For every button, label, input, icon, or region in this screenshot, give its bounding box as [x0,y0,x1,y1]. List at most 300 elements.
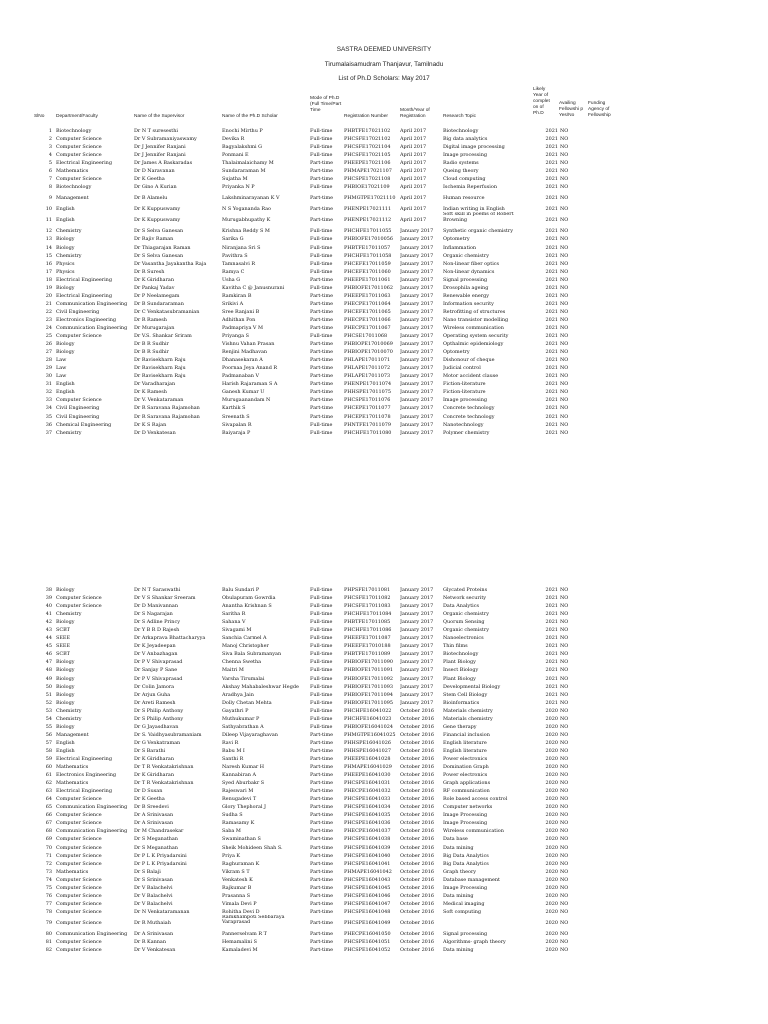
supervisor-cell: Dr Pankaj Yadav [134,284,175,291]
registration-cell: PHEEPE16041030 [344,772,391,779]
department-cell: Computer Science [56,908,102,915]
department-cell: Civil Engineering [56,405,100,412]
month-year-cell: April 2017 [400,136,427,143]
table-row [0,844,768,852]
month-year-cell: April 2017 [400,176,427,183]
table-row [0,884,768,892]
table-row [0,127,768,135]
slno-cell: 68 [45,828,52,835]
registration-cell: PHBIOFE17011090 [344,659,393,666]
department-cell: Chemistry [56,707,82,714]
registration-cell: PHBIOFE17011062 [344,284,393,291]
supervisor-cell: Dr S Barathi [134,747,166,754]
likely-year-cell: 2021 [545,683,558,690]
supervisor-cell: Dr K Jeyadeepan [134,643,176,650]
slno-cell: 47 [45,659,52,666]
fellowship-cell: NO [560,144,569,151]
department-cell: SCBT [56,627,70,634]
month-year-cell: October 2016 [400,884,435,891]
registration-cell: PHBIOFE17011091 [344,667,393,674]
table-row [0,276,768,284]
mode-cell: Part-time [310,389,334,396]
mode-cell: Full-time [310,595,333,602]
topic-cell: Signal processing [443,276,488,283]
topic-cell: Algorithms- graph theory [443,938,506,945]
likely-year-cell: 2021 [545,659,558,666]
fellowship-cell: NO [560,699,569,706]
supervisor-cell: Dr K Geetha [134,796,165,803]
month-year-cell: April 2017 [400,152,427,159]
scholar-cell: Poornaa Jeya Anand R [222,365,278,372]
month-year-cell: January 2017 [400,595,434,602]
month-year-cell: January 2017 [400,429,434,436]
slno-cell: 77 [45,900,52,907]
slno-cell: 65 [45,804,52,811]
slno-cell: 25 [45,333,52,340]
slno-cell: 52 [45,699,52,706]
mode-cell: Part-time [310,397,334,404]
month-year-cell: October 2016 [400,876,435,883]
registration-cell: PHCSPE16041043 [344,876,391,883]
supervisor-cell: Dr V. Venkataraman [134,397,184,404]
scholar-cell: Devika R [222,136,245,143]
registration-cell: PHHSPE17011075 [344,389,391,396]
month-year-cell: April 2017 [400,144,427,151]
fellowship-cell: NO [560,228,569,235]
month-year-cell: October 2016 [400,788,435,795]
scholar-cell: Pannerselvam R T [222,930,267,937]
supervisor-cell: Dr R Kannan [134,938,166,945]
table-row [0,811,768,819]
department-cell: Mathematics [56,764,89,771]
slno-cell: 51 [45,691,52,698]
department-cell: Civil Engineering [56,308,100,315]
topic-cell: Soft computing [443,908,482,915]
month-year-cell: October 2016 [400,868,435,875]
slno-cell: 49 [45,675,52,682]
scholar-cell: Tamnasalvi R [222,260,256,267]
month-year-cell: October 2016 [400,828,435,835]
scholar-table-part-1 [0,127,768,437]
supervisor-cell: Dr A Srinivasan [134,812,174,819]
likely-year-cell: 2021 [545,308,558,315]
header-fellowship: Availing Fellowshi p Yes/No [559,101,583,118]
scholar-cell: Hemamalini S [222,938,258,945]
fellowship-cell: NO [560,357,569,364]
topic-cell: Image processing [443,397,487,404]
month-year-cell: April 2017 [400,128,427,134]
registration-cell: PHEEPE17011061 [344,276,391,283]
department-cell: Biology [56,675,75,682]
fellowship-cell: NO [560,780,569,787]
mode-cell: Part-time [310,381,334,388]
likely-year-cell: 2021 [545,260,558,267]
likely-year-cell: 2020 [545,707,558,714]
fellowship-cell: NO [560,876,569,883]
slno-cell: 69 [45,836,52,843]
mode-cell: Full-time [310,284,333,291]
scholar-cell: Priyanka N P [222,184,255,191]
scholar-cell: Padmanaban V [222,373,260,380]
table-row [0,658,768,666]
scholar-cell: Muthukumar P [222,715,260,722]
slno-cell: 67 [45,820,52,827]
supervisor-cell: Dr James A Baskaradas [134,160,193,167]
supervisor-cell: Dr R Ramesh [134,316,167,323]
topic-cell: Data mining [443,892,474,899]
fellowship-cell: NO [560,603,569,610]
registration-cell: PHENPE17011074 [344,381,392,388]
department-cell: Biology [56,619,75,626]
table-row [0,292,768,300]
slno-cell: 34 [45,405,52,412]
scholar-cell: Vimala Devi P [222,900,257,907]
supervisor-cell: Dr M Chandrasekar [134,828,184,835]
month-year-cell: January 2017 [400,627,434,634]
likely-year-cell: 2021 [545,333,558,340]
scholar-cell: Sahana V [222,619,246,626]
supervisor-cell: Dr J Jennifer Ranjani [134,144,186,151]
supervisor-cell: Dr V Balachelvi [134,900,173,907]
table-row [0,699,768,707]
department-cell: Electronics Engineering [56,316,117,323]
fellowship-cell: NO [560,300,569,307]
month-year-cell: October 2016 [400,731,435,738]
table-row [0,244,768,252]
slno-cell: 82 [45,947,52,954]
month-year-cell: January 2017 [400,292,434,299]
fellowship-cell: NO [560,796,569,803]
topic-cell: Big Data Analytics [443,860,489,867]
department-cell: Biology [56,587,75,593]
likely-year-cell: 2020 [545,772,558,779]
likely-year-cell: 2021 [545,587,558,593]
likely-year-cell: 2020 [545,715,558,722]
fellowship-cell: NO [560,675,569,682]
table-row [0,803,768,811]
supervisor-cell: Dr K Ramesh [134,389,167,396]
mode-cell: Full-time [310,128,333,134]
topic-cell: Medical imaging [443,900,485,907]
supervisor-cell: Dr C Venkatasubramanian [134,308,200,315]
registration-cell: PHMGTPE16041025 [344,731,396,738]
registration-cell: PHCSPE16041052 [344,947,391,954]
registration-cell: PHEEPE17021106 [344,160,391,167]
slno-cell: 54 [45,715,52,722]
likely-year-cell: 2020 [545,788,558,795]
supervisor-cell: Dr Y B R D Rajesh [134,627,180,634]
month-year-cell: January 2017 [400,619,434,626]
university-title: SASTRA DEEMED UNIVERSITY [336,46,432,53]
header-department: Department/Faculty [56,114,98,119]
month-year-cell: January 2017 [400,389,434,396]
registration-cell: PHCSPE16041041 [344,860,391,867]
mode-cell: Part-time [310,747,334,754]
department-cell: Computer Science [56,144,102,151]
supervisor-cell: Dr P Neelamegam [134,292,180,299]
fellowship-cell: NO [560,365,569,372]
table-row [0,332,768,340]
likely-year-cell: 2021 [545,144,558,151]
department-cell: Biology [56,284,75,291]
department-cell: Biology [56,667,75,674]
fellowship-cell: NO [560,206,569,213]
slno-cell: 73 [45,868,52,875]
fellowship-cell: NO [560,764,569,771]
scholar-cell: Dhanasekaran A [222,357,263,364]
header-slno: SlNo [34,114,45,119]
month-year-cell: October 2016 [400,908,435,915]
supervisor-cell: Dr B Sundararaman [134,300,184,307]
header-month-year: Month/Year of Registration [400,108,430,119]
table-row [0,618,768,626]
table-row [0,300,768,308]
fellowship-cell: NO [560,772,569,779]
slno-cell: 30 [45,373,52,380]
slno-cell: 66 [45,812,52,819]
department-cell: Management [56,195,89,202]
fellowship-cell: NO [560,611,569,618]
header-mode: Mode of Ph.D (Full Time/Part Time [310,96,342,113]
header-topic: Research Topic [443,114,476,119]
table-row [0,946,768,954]
fellowship-cell: NO [560,160,569,167]
slno-cell: 21 [45,300,52,307]
department-cell: Communication Engineering [56,804,128,811]
table-row [0,938,768,946]
mode-cell: Full-time [310,667,333,674]
table-row [0,191,768,205]
mode-cell: Full-time [310,691,333,698]
mode-cell: Part-time [310,176,334,183]
mode-cell: Part-time [310,731,334,738]
topic-cell: Data Analytics [443,603,479,610]
month-year-cell: January 2017 [400,244,434,251]
table-row [0,227,768,235]
slno-cell: 3 [48,144,52,151]
table-row [0,763,768,771]
department-cell: Mathematics [56,868,89,875]
table-row [0,429,768,437]
supervisor-cell: Dr G Venkatraman [134,739,181,746]
scholar-cell: Swaminathan S [222,836,261,843]
registration-cell: PHCSPE16041040 [344,852,391,859]
likely-year-cell: 2021 [545,244,558,251]
supervisor-cell: Dr P L K Priyadarsini [134,852,187,859]
mode-cell: Full-time [310,659,333,666]
fellowship-cell: NO [560,683,569,690]
topic-cell: English literature [443,747,487,754]
department-cell: Biology [56,236,75,243]
table-row [0,610,768,618]
likely-year-cell: 2021 [545,667,558,674]
likely-year-cell: 2021 [545,276,558,283]
scholar-cell: Sivapalan R [222,421,252,428]
department-cell: Computer Science [56,844,102,851]
fellowship-cell: NO [560,373,569,380]
registration-cell: PHECPE17011066 [344,316,391,323]
department-cell: Computer Science [56,900,102,907]
supervisor-cell: Dr S Philip Anthony [134,715,184,722]
slno-cell: 37 [45,429,52,436]
university-location: Tirumalaisamudram Thanjavur, Tamilnadu [324,61,444,68]
topic-cell: Wireless communication [443,828,504,835]
department-cell: Biotechnology [56,184,92,191]
department-cell: Computer Science [56,852,102,859]
mode-cell: Part-time [310,755,334,762]
supervisor-cell: Dr S Meganathan [134,844,178,851]
department-cell: Electrical Engineering [56,160,112,167]
department-cell: Law [56,373,67,380]
supervisor-cell: Dr K Geetha [134,176,165,183]
department-cell: Chemistry [56,252,82,259]
topic-cell: Database management [443,876,501,883]
table-row [0,316,768,324]
month-year-cell: October 2016 [400,715,435,722]
mode-cell: Part-time [310,876,334,883]
likely-year-cell: 2021 [545,611,558,618]
supervisor-cell: Dr R Suresh [134,268,165,275]
scholar-cell: Karthik S [222,405,246,412]
fellowship-cell: NO [560,844,569,851]
fellowship-cell: NO [560,268,569,275]
mode-cell: Part-time [310,739,334,746]
mode-cell: Part-time [310,276,334,283]
mode-cell: Full-time [310,619,333,626]
registration-cell: PHEEFE17010188 [344,643,391,650]
department-cell: Chemistry [56,715,82,722]
department-cell: Biology [56,699,75,706]
department-cell: Biology [56,244,75,251]
likely-year-cell: 2021 [545,284,558,291]
likely-year-cell: 2021 [545,643,558,650]
supervisor-cell: Dr V S Shankar Sreeram [134,595,196,602]
slno-cell: 6 [48,168,52,175]
scholar-cell: Akshay Mahabaleshwar Hegde [222,683,299,690]
slno-cell: 61 [45,772,52,779]
registration-cell: PHCSFE17011083 [344,603,391,610]
slno-cell: 64 [45,796,52,803]
month-year-cell: January 2017 [400,276,434,283]
registration-cell: PHEEPE17011063 [344,292,391,299]
month-year-cell: April 2017 [400,206,427,213]
registration-cell: PHCSFE17021102 [344,136,391,143]
scholar-cell: Bagyalakshmi G [222,144,263,151]
mode-cell: Full-time [310,627,333,634]
month-year-cell: April 2017 [400,184,427,191]
slno-cell: 35 [45,413,52,420]
supervisor-cell: Dr A Srinivasan [134,930,174,937]
topic-cell: Data mining [443,947,474,954]
supervisor-cell: Dr P V Shivaprasad [134,675,183,682]
topic-cell: Concrete technology [443,413,495,420]
supervisor-cell: Dr V Subramaniyaswamy [134,136,197,143]
fellowship-cell: NO [560,667,569,674]
registration-cell: PHCSPE16041049 [344,919,391,926]
topic-cell: Concrete technology [443,405,495,412]
table-row [0,691,768,699]
fellowship-cell: NO [560,659,569,666]
slno-cell: 28 [45,357,52,364]
mode-cell: Part-time [310,300,334,307]
scholar-cell: Babu M I [222,747,245,754]
topic-cell: Radio systems [443,160,479,167]
scholar-cell: Gayathri P [222,707,249,714]
month-year-cell: October 2016 [400,796,435,803]
month-year-cell: January 2017 [400,699,434,706]
slno-cell: 7 [48,176,52,183]
fellowship-cell: NO [560,643,569,650]
supervisor-cell: Dr R Muthaiah [134,919,171,926]
month-year-cell: January 2017 [400,421,434,428]
registration-cell: PHBIOFE17011094 [344,691,393,698]
mode-cell: Part-time [310,947,334,954]
department-cell: Mathematics [56,780,89,787]
fellowship-cell: NO [560,868,569,875]
slno-cell: 9 [48,195,52,202]
fellowship-cell: NO [560,349,569,356]
registration-cell: PHCSPE16041039 [344,844,391,851]
month-year-cell: January 2017 [400,316,434,323]
department-cell: Chemistry [56,228,82,235]
topic-cell: Materials chemistry [443,707,493,714]
department-cell: Biology [56,349,75,356]
supervisor-cell: Dr D Manivannan [134,603,178,610]
slno-cell: 19 [45,284,52,291]
slno-cell: 42 [45,619,52,626]
scholar-cell: Raghuraman K [222,860,260,867]
mode-cell: Part-time [310,324,334,331]
table-row [0,356,768,364]
likely-year-cell: 2021 [545,373,558,380]
table-row [0,324,768,332]
mode-cell: Part-time [310,938,334,945]
month-year-cell: October 2016 [400,764,435,771]
fellowship-cell: NO [560,812,569,819]
mode-cell: Full-time [310,184,333,191]
registration-cell: PHCEFE17011060 [344,268,391,275]
fellowship-cell: NO [560,341,569,348]
scholar-cell: Saba M [222,828,241,835]
likely-year-cell: 2021 [545,292,558,299]
topic-cell: Operating system security [443,333,509,340]
month-year-cell: January 2017 [400,268,434,275]
topic-cell: Domination Graph [443,764,489,771]
topic-cell: Motor accident clause [443,373,499,380]
topic-cell: Glycated Proteins [443,587,488,593]
department-cell: Computer Science [56,884,102,891]
topic-cell: Fiction-literature [443,389,486,396]
topic-cell: Image processing [443,152,487,159]
department-cell: Computer Science [56,860,102,867]
fellowship-cell: NO [560,252,569,259]
month-year-cell: January 2017 [400,341,434,348]
registration-cell: PHCSFE17021105 [344,152,391,159]
supervisor-cell: Dr P V Shivaprasad [134,659,183,666]
table-row [0,143,768,151]
department-cell: English [56,217,75,224]
supervisor-cell: Dr S Philip Anthony [134,707,184,714]
supervisor-cell: Dr T R Venkatakrishnan [134,780,194,787]
registration-cell: PHMAPE17021107 [344,168,392,175]
topic-cell: Graph theory [443,868,477,875]
likely-year-cell: 2020 [545,820,558,827]
topic-cell: Network security [443,595,487,602]
topic-cell: Fiction-literature [443,381,486,388]
supervisor-cell: Dr T R Venkatakrishnan [134,764,194,771]
month-year-cell: April 2017 [400,168,427,175]
month-year-cell: October 2016 [400,747,435,754]
